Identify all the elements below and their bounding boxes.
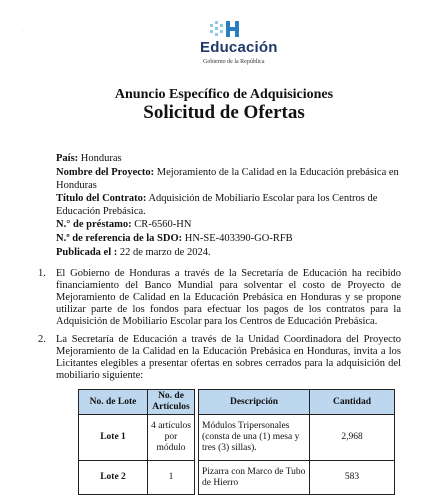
table-row	[79, 461, 395, 495]
articles-cell: 1	[148, 461, 195, 495]
scan-speck: ·	[22, 28, 24, 34]
logo-mark-icon	[208, 20, 242, 40]
lot-cell: Lote 1	[79, 415, 148, 461]
paragraph-text: El Gobierno de Honduras a través de la Secretaría de Educación ha recibido financiamiento del Banco Mundial para solventar el costo de Proyecto de Mejoramiento de Calidad en la Educación Prebásica en Honduras y se propone utilizar parte de los fondos para efectuar los pagos de los contratos para la Adquisición de Mobiliario Escolar para los Centros de Educación Prebásica.	[56, 268, 401, 327]
announcement-title: Anuncio Específico de Adquisiciones	[114, 87, 334, 102]
paragraph-number: 1.	[38, 268, 46, 279]
country-value: Honduras	[78, 153, 122, 164]
sdo-value: HN-SE-403390-GO-RFB	[182, 233, 293, 244]
description-cell: Pizarra con Marco de Tubo de Hierro	[199, 461, 310, 495]
sdo-label: N.º de referencia de la SDO:	[56, 233, 183, 244]
lots-table	[78, 389, 395, 495]
table-header-row	[79, 390, 395, 415]
project-line	[56, 167, 401, 192]
logo-subtitle: Gobierno de la República	[203, 59, 265, 65]
project-value: Mejoramiento de la Calidad en la Educación prebásica en Honduras	[56, 167, 399, 191]
contract-line	[56, 193, 401, 218]
country-line	[56, 153, 401, 166]
header-lot-number: No. de Lote	[79, 390, 148, 415]
scan-speck: ·	[428, 30, 430, 36]
country-label: País:	[56, 153, 79, 164]
contract-value: Adquisición de Mobiliario Escolar para los Centros de Educación Prebásica.	[56, 193, 378, 217]
paragraph-1	[38, 268, 401, 328]
header-description: Descripción	[199, 390, 310, 415]
contract-label: Título del Contrato:	[56, 193, 147, 204]
header-article-count: No. de Artículos	[148, 390, 195, 415]
table-row	[79, 415, 395, 461]
announcement-subtitle: Solicitud de Ofertas	[143, 102, 305, 123]
loan-value: CR-6560-HN	[131, 219, 192, 230]
lot-cell: Lote 2	[79, 461, 148, 495]
paragraph-text: La Secretaría de Educación a través de la Unidad Coordinadora del Proyecto Mejoramiento de la Calidad en la Educación Prebásica en Honduras, invita a los Licitantes elegibles a presentar ofertas en sobres cerrados para la adquisición del mobiliario siguiente:	[56, 334, 401, 381]
quantity-cell: 2,968	[310, 415, 395, 461]
published-line	[56, 247, 401, 260]
sdo-line	[56, 233, 401, 246]
logo-wordmark: Educación	[200, 39, 278, 56]
published-value: 22 de marzo de 2024.	[117, 247, 211, 258]
description-cell: Módulos Tripersonales (consta de una (1) mesa y tres (3) sillas).	[199, 415, 310, 461]
published-label: Publicada el :	[56, 247, 118, 258]
loan-line	[56, 219, 401, 232]
project-label: Nombre del Proyecto:	[56, 167, 155, 178]
header-quantity: Cantidad	[310, 390, 395, 415]
education-logo	[200, 18, 296, 70]
paragraph-2	[38, 334, 401, 382]
articles-cell: 4 artículos por módulo	[148, 415, 195, 461]
quantity-cell: 583	[310, 461, 395, 495]
loan-label: N.° de préstamo:	[56, 219, 132, 230]
paragraph-number: 2.	[38, 334, 46, 345]
